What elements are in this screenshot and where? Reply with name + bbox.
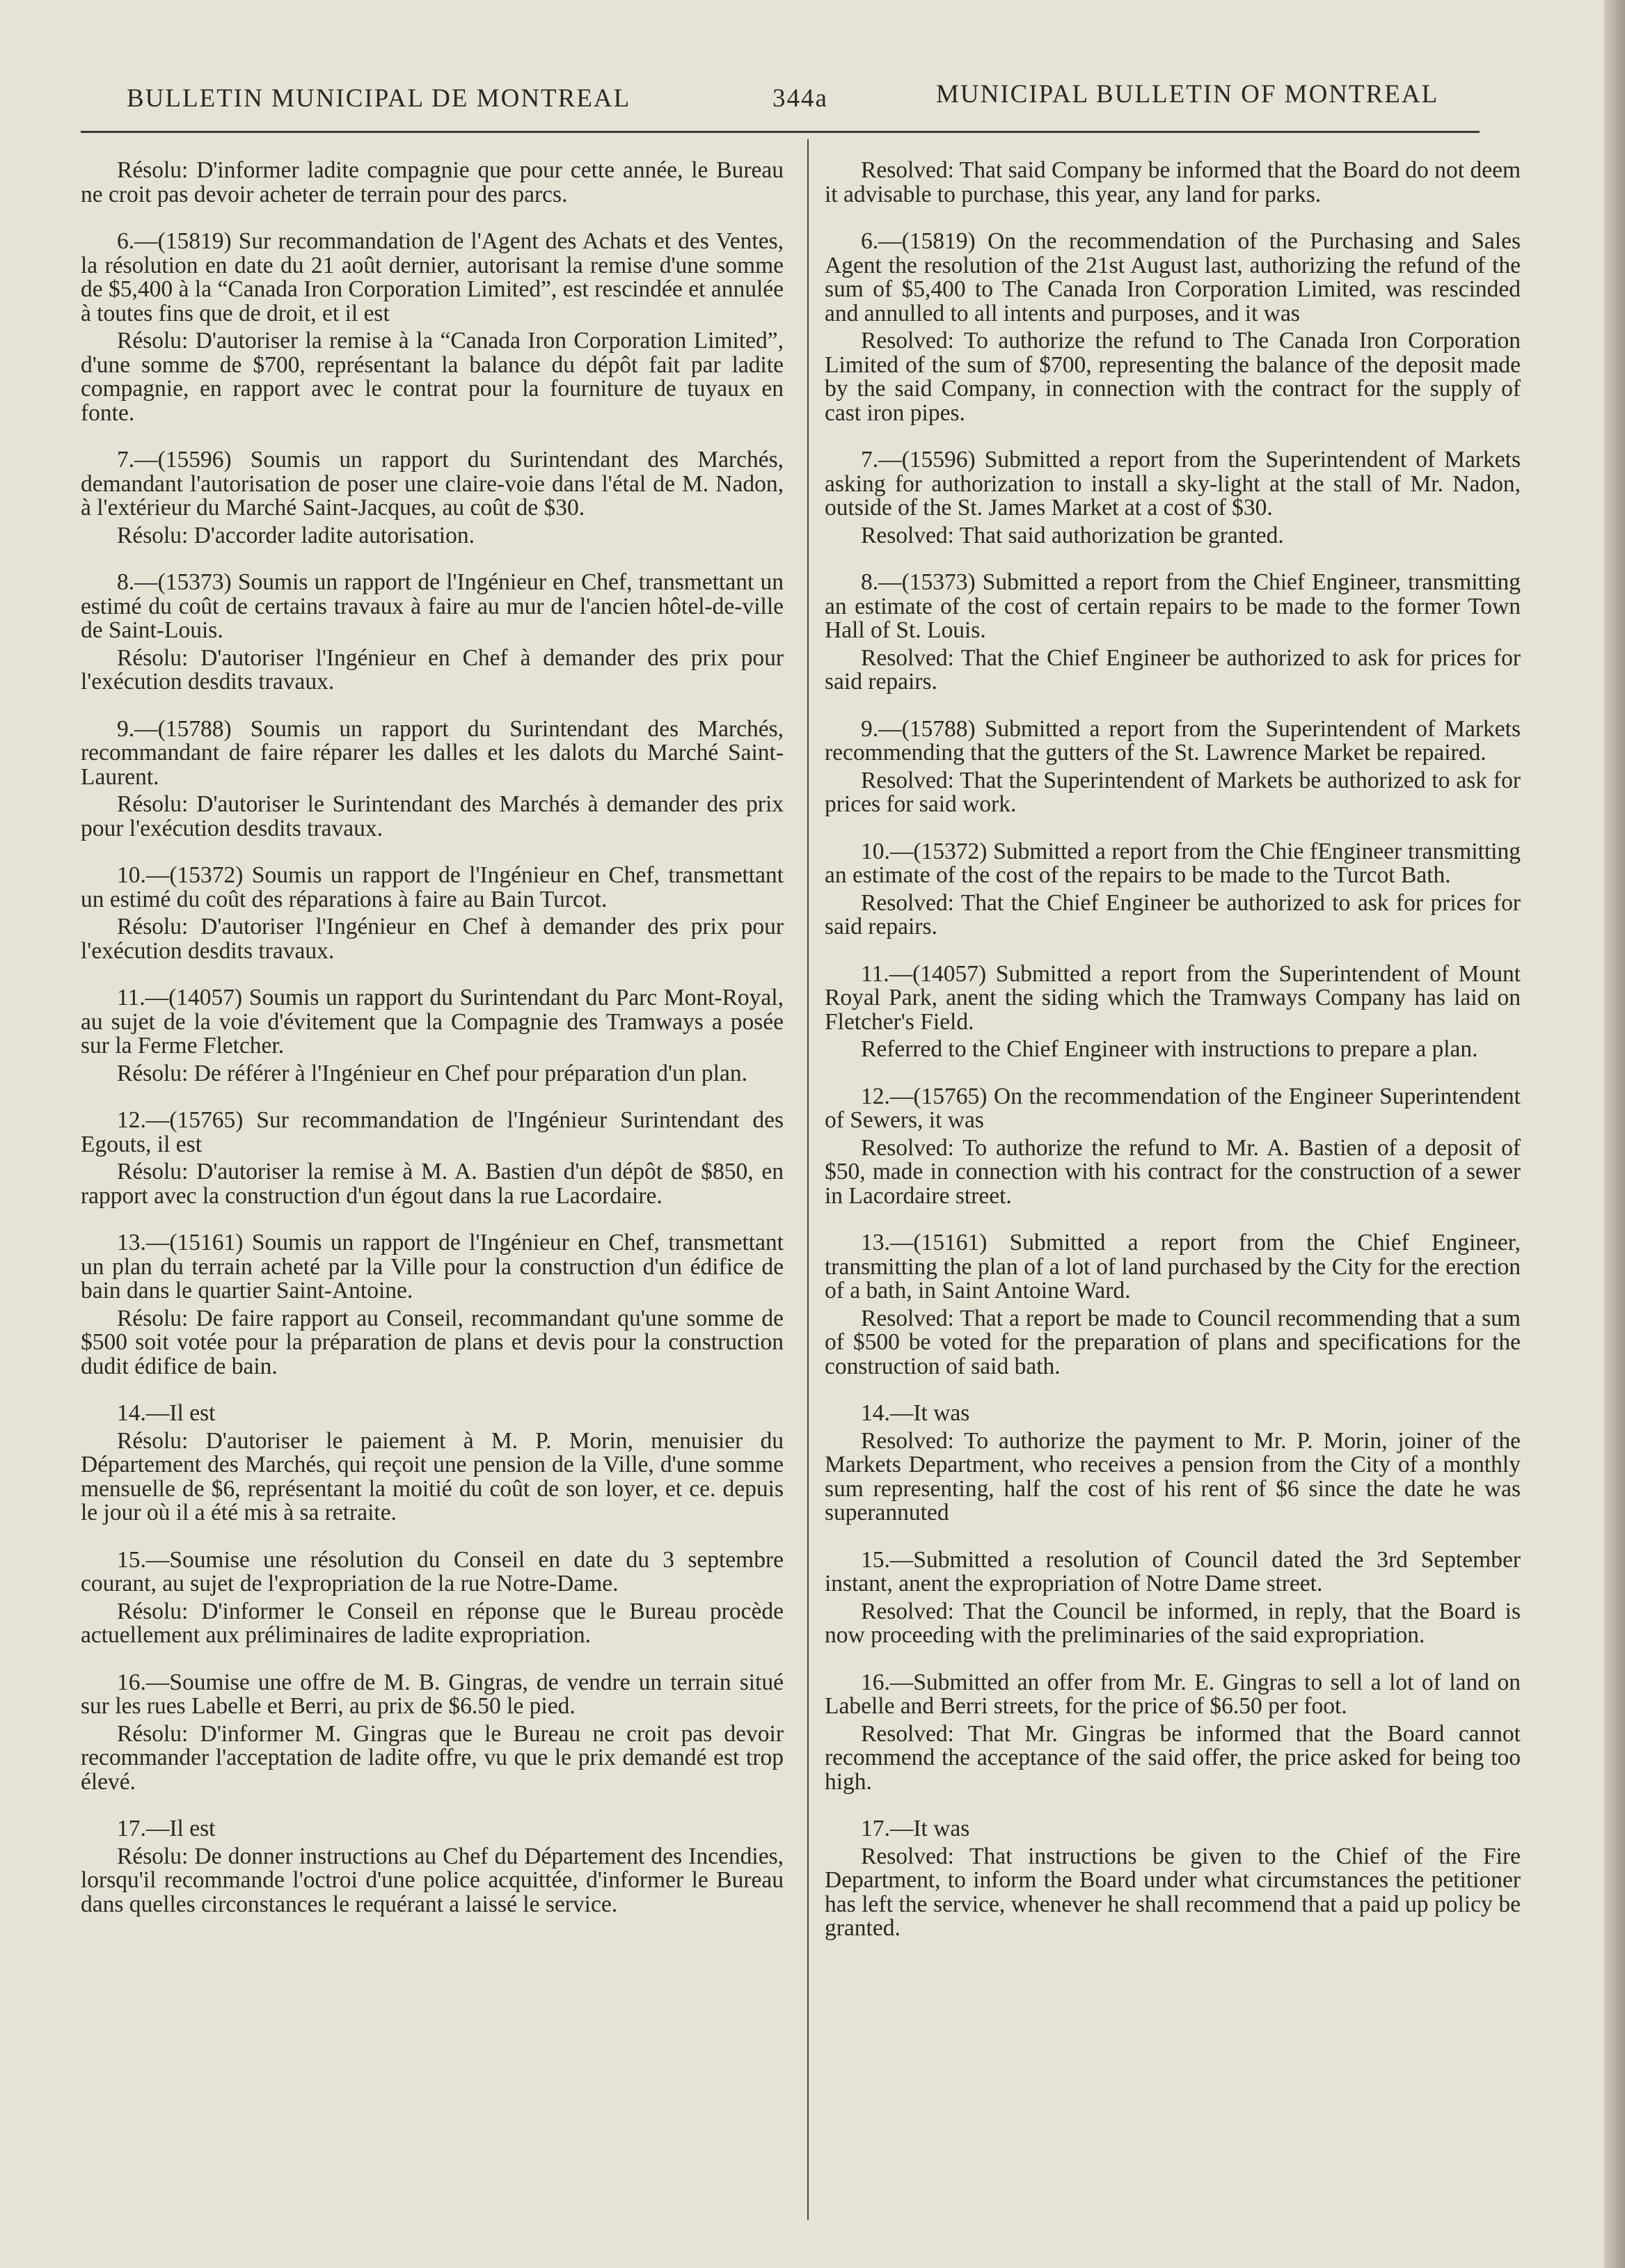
french-paragraph: 14.—Il est	[117, 1400, 216, 1426]
english-paragraph: Resolved: That the Chief Engineer be authorized to ask for prices for said repairs.	[825, 889, 1521, 939]
french-paragraph: 13.—(15161) Soumis un rapport de l'Ingénieur en Chef, transmettant un plan du terrain acheté par la Ville pour la construction d'un édifice de bain dans le quartier Saint-Antoine.	[81, 1230, 784, 1303]
english-item-11	[825, 1671, 1521, 1795]
english-paragraph: Resolved: That the Chief Engineer be authorized to ask for prices for said repairs.	[825, 644, 1521, 695]
french-item-1	[81, 230, 784, 425]
french-paragraph: Résolu: D'accorder ladite autorisation.	[117, 522, 475, 548]
english-paragraph: Referred to the Chief Engineer with instructions to prepare a plan.	[861, 1036, 1478, 1062]
english-paragraph: 14.—It was	[861, 1400, 970, 1426]
french-paragraph: Résolu: D'autoriser la remise à la “Canada Iron Corporation Limited”, d'une somme de $700, représentant la balance du dépôt fait par ladite compagnie, en rapport avec le contrat pour la fourniture de tuyaux en fonte.	[81, 328, 784, 426]
french-item-7	[81, 1109, 784, 1208]
english-item-9	[825, 1402, 1521, 1525]
french-paragraph: 15.—Soumise une résolution du Conseil en date du 3 septembre courant, au sujet de l'expropriation de la rue Notre-Dame.	[81, 1546, 784, 1596]
english-item-4	[825, 717, 1521, 817]
english-item-10	[825, 1548, 1521, 1648]
french-paragraph: Résolu: De faire rapport au Conseil, recommandant qu'une somme de $500 soit votée pour la préparation de plans et devis pour la construction dudit édifice de bain.	[81, 1305, 784, 1379]
french-paragraph: 12.—(15765) Sur recommandation de l'Ingénieur Surintendant des Egouts, il est	[81, 1107, 784, 1157]
english-paragraph: 13.—(15161) Submitted a report from the Chief Engineer, transmitting the plan of a lot of land purchased by the City for the erection of a bath, in Saint Antoine Ward.	[825, 1230, 1521, 1303]
french-item-8	[81, 1231, 784, 1379]
french-paragraph: Résolu: D'autoriser le Surintendant des Marchés à demander des prix pour l'exécution desdits travaux.	[81, 791, 784, 841]
french-paragraph: Résolu: D'informer M. Gingras que le Bureau ne croit pas devoir recommander l'acceptation de ladite offre, vu que le prix demandé est trop élevé.	[81, 1720, 784, 1795]
english-paragraph: 10.—(15372) Submitted a report from the Chie fEngineer transmitting an estimate of the cost of the repairs to be made to the Turcot Bath.	[825, 838, 1521, 888]
french-paragraph: 9.—(15788) Soumis un rapport du Surintendant des Marchés, recommandant de faire réparer les dalles et les dalots du Marché Saint-Laurent.	[81, 715, 784, 790]
english-column	[825, 159, 1521, 1964]
english-paragraph: 12.—(15765) On the recommendation of the Engineer Superintendent of Sewers, it was	[825, 1083, 1521, 1133]
column-divider	[807, 139, 809, 2220]
english-paragraph: 8.—(15373) Submitted a report from the Chief Engineer, transmitting an estimate of the cost of certain repairs to be made to the former Town Hall of St. Louis.	[825, 569, 1521, 643]
english-paragraph: Resolved: To authorize the refund to The Canada Iron Corporation Limited of the sum of $700, representing the balance of the deposit made by the said Company, in connection with the contract for the supply of cast iron pipes.	[825, 328, 1521, 426]
french-item-6	[81, 986, 784, 1086]
english-paragraph: 17.—It was	[861, 1816, 970, 1841]
page-number: 344a	[772, 84, 828, 113]
french-paragraph: 17.—Il est	[117, 1816, 216, 1841]
french-paragraph: Résolu: D'autoriser le paiement à M. P. Morin, menuisier du Département des Marchés, qui reçoit une pension de la Ville, d'une somme mensuelle de $6, représentant la moitié du coût de son loyer, et ce. depuis le jour où il a été mis à sa retraite.	[81, 1427, 784, 1525]
french-paragraph: Résolu: De référer à l'Ingénieur en Chef pour préparation d'un plan.	[117, 1060, 747, 1086]
english-paragraph: Resolved: That a report be made to Council recommending that a sum of $500 be voted for the preparation of plans and specifications for the construction of said bath.	[825, 1305, 1521, 1379]
french-paragraph: Résolu: D'autoriser l'Ingénieur en Chef à demander des prix pour l'exécution desdits travaux.	[81, 644, 784, 695]
header-french-title: BULLETIN MUNICIPAL DE MONTREAL	[127, 84, 631, 113]
english-item-8	[825, 1231, 1521, 1379]
english-item-0	[825, 159, 1521, 207]
english-item-7	[825, 1085, 1521, 1209]
french-item-11	[81, 1671, 784, 1795]
english-paragraph: 16.—Submitted an offer from Mr. E. Gingras to sell a lot of land on Labelle and Berri streets, for the price of $6.50 per foot.	[825, 1669, 1521, 1719]
english-item-3	[825, 571, 1521, 695]
page-edge-shadow	[1604, 0, 1625, 2268]
header-english-title: MUNICIPAL BULLETIN OF MONTREAL	[936, 80, 1439, 109]
english-paragraph: Resolved: That said authorization be granted.	[861, 522, 1284, 548]
french-paragraph: Résolu: D'autoriser l'Ingénieur en Chef à demander des prix pour l'exécution desdits travaux.	[81, 914, 784, 964]
english-paragraph: Resolved: To authorize the refund to Mr. A. Bastien of a deposit of $50, made in connection with his contract for the construction of a sewer in Lacordaire street.	[825, 1134, 1521, 1209]
english-item-2	[825, 448, 1521, 548]
header-rule	[81, 131, 1480, 133]
english-paragraph: Resolved: To authorize the payment to Mr. P. Morin, joiner of the Markets Department, who receives a pension from the City of a monthly sum representing, half the cost of his rent of $6 since the date he was superannuted	[825, 1427, 1521, 1525]
french-paragraph: 10.—(15372) Soumis un rapport de l'Ingénieur en Chef, transmettant un estimé du coût des réparations à faire au Bain Turcot.	[81, 862, 784, 912]
french-item-4	[81, 717, 784, 841]
english-paragraph: Resolved: That the Council be informed, in reply, that the Board is now proceeding with the preliminaries of the said expropriation.	[825, 1598, 1521, 1648]
french-item-10	[81, 1548, 784, 1648]
french-paragraph: 8.—(15373) Soumis un rapport de l'Ingénieur en Chef, transmettant un estimé du coût de certains travaux à faire au mur de l'ancien hôtel-de-ville de Saint-Louis.	[81, 569, 784, 643]
french-paragraph: Résolu: D'autoriser la remise à M. A. Bastien d'un dépôt de $850, en rapport avec la construction d'un égout dans la rue Lacordaire.	[81, 1159, 784, 1209]
french-item-5	[81, 864, 784, 963]
english-paragraph: 9.—(15788) Submitted a report from the Superintendent of Markets recommending that the gutters of the St. Lawrence Market be repaired.	[825, 715, 1521, 766]
french-column	[81, 159, 784, 1940]
english-paragraph: Resolved: That said Company be informed that the Board do not deem it advisable to purchase, this year, any land for parks.	[825, 157, 1521, 207]
english-paragraph: 7.—(15596) Submitted a report from the Superintendent of Markets asking for authorization to install a sky-light at the stall of Mr. Nadon, outside of the St. James Market at a cost of $30.	[825, 447, 1521, 521]
english-item-1	[825, 230, 1521, 425]
english-paragraph: Resolved: That Mr. Gingras be informed that the Board cannot recommend the acceptance of the said offer, the price asked for being too high.	[825, 1720, 1521, 1795]
french-item-9	[81, 1402, 784, 1525]
french-paragraph: 16.—Soumise une offre de M. B. Gingras, de vendre un terrain situé sur les rues Labelle et Berri, au prix de $6.50 le pied.	[81, 1669, 784, 1719]
english-paragraph: Resolved: That instructions be given to the Chief of the Fire Department, to inform the Board under what circumstances the petitioner has left the service, whenever he shall recommend that a paid up policy be granted.	[825, 1843, 1521, 1941]
page-header	[0, 77, 1594, 118]
english-item-5	[825, 840, 1521, 939]
english-paragraph: Resolved: That the Superintendent of Markets be authorized to ask for prices for said work.	[825, 767, 1521, 817]
french-paragraph: 7.—(15596) Soumis un rapport du Surintendant des Marchés, demandant l'autorisation de poser une claire-voie dans l'étal de M. Nadon, à l'extérieur du Marché Saint-Jacques, au coût de $30.	[81, 447, 784, 521]
english-paragraph: 6.—(15819) On the recommendation of the Purchasing and Sales Agent the resolution of the 21st August last, authorizing the refund of the sum of $5,400 to The Canada Iron Corporation Limited, was rescinded and annulled to all intents and purposes, and it was	[825, 228, 1521, 326]
french-item-3	[81, 571, 784, 695]
french-paragraph: Résolu: D'informer ladite compagnie que pour cette année, le Bureau ne croit pas devoir acheter de terrain pour des parcs.	[81, 157, 784, 207]
french-item-12	[81, 1817, 784, 1917]
french-paragraph: 11.—(14057) Soumis un rapport du Surintendant du Parc Mont-Royal, au sujet de la voie d'évitement que la Compagnie des Tramways a posée sur la Ferme Fletcher.	[81, 985, 784, 1058]
english-item-6	[825, 962, 1521, 1062]
french-paragraph: 6.—(15819) Sur recommandation de l'Agent des Achats et des Ventes, la résolution en date du 21 août dernier, autorisant la remise d'une somme de $5,400 à la “Canada Iron Corporation Limited”, est rescindée et annulée à toutes fins que de droit, et il est	[81, 228, 784, 326]
english-paragraph: 15.—Submitted a resolution of Council dated the 3rd September instant, anent the expropriation of Notre Dame street.	[825, 1546, 1521, 1596]
english-paragraph: 11.—(14057) Submitted a report from the Superintendent of Mount Royal Park, anent the siding which the Tramways Company has laid on Fletcher's Field.	[825, 960, 1521, 1035]
english-item-12	[825, 1817, 1521, 1941]
french-paragraph: Résolu: D'informer le Conseil en réponse que le Bureau procède actuellement aux préliminaires de ladite expropriation.	[81, 1598, 784, 1648]
french-item-2	[81, 448, 784, 548]
french-paragraph: Résolu: De donner instructions au Chef du Département des Incendies, lorsqu'il recommande l'octroi d'une police acquittée, d'informer le Bureau dans quelles circonstances le requérant a laissé le service.	[81, 1843, 784, 1917]
french-item-0	[81, 159, 784, 207]
